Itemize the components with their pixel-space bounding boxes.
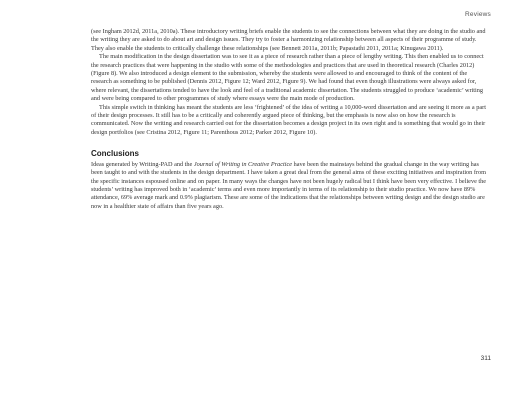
body-text-column	[91, 28, 489, 211]
page-number: 311	[480, 355, 491, 362]
conclusions-text-start: Ideas generated by Writing-PAD and the	[91, 160, 194, 168]
conclusions-text-rest: have been the mainstays behind the gradual change in the way writing has been taught to and with the students in the design department. I have taken a great deal from the general aims of these exciting initiatives and inspiration from the specific instances espoused online and on paper. In many ways the changes have not been hugely radical but I think have been very effective. I believe the students’ writing has improved both in ‘academic’ terms and even more importantly in terms of its relationship to their studio practice. We now have 89% attendance, 69% average mark and 0.9% plagiarism. These are some of the indications that the relationships between writing design and the design studio are now in a healthier state of affairs than five years ago.	[91, 160, 487, 210]
body-paragraph-3: This simple switch in thinking has meant the students are less ‘frightened’ of the idea of writing a 10,000-word dissertation and are seeing it more as a part of their design processes. It still has to be a critically and coherently argued piece of thinking, but the emphasis is now also on how the research is communicated. Now the writing and research carried out for the dissertation becomes a design project in its own right and is something that would go in their design portfolios (see Cristina 2012, Figure 11; Parenthous 2012; Parker 2012, Figure 10).	[91, 103, 486, 136]
conclusions-paragraph	[91, 161, 489, 211]
running-head: Reviews	[465, 11, 491, 18]
body-paragraph-1: (see Ingham 2012d, 2011a, 2010a). These introductory writing briefs enable the students to see the connections between what they are doing in the studio and the writing they are asked to do about art and design issues. They try to foster a harmonizing relationship between all aspects of their programme of study. They also enable the students to critically challenge these relationships (see Bennett 2011a, 2011b; Papastathi 2011, 2011a; Kinugawa 2011).	[91, 28, 486, 52]
body-paragraph-2: The main modification in the design dissertation was to see it as a piece of research rather than a piece of lengthy writing. This then enabled us to connect the research practices that were happening in the studio with some of the methodologies and practices that are used in theoretical research (Charles 2012) (Figure 8). We also introduced a design element to the submission, whereby the students were allowed to and encouraged to think of the content of the research as something to be published (Dennis 2012, Figure 12; Ward 2012, Figure 9). We had found that even though illustrations were always asked for, where relevant, the dissertations tended to have the look and feel of a traditional academic dissertation. The students struggled to produce ‘academic’ writing and were being compared to other programmes of study where essays were the main mode of production.	[91, 53, 484, 103]
conclusions-heading: Conclusions	[91, 149, 140, 159]
journal-title: Journal of Writing in Creative Practice	[193, 160, 293, 168]
